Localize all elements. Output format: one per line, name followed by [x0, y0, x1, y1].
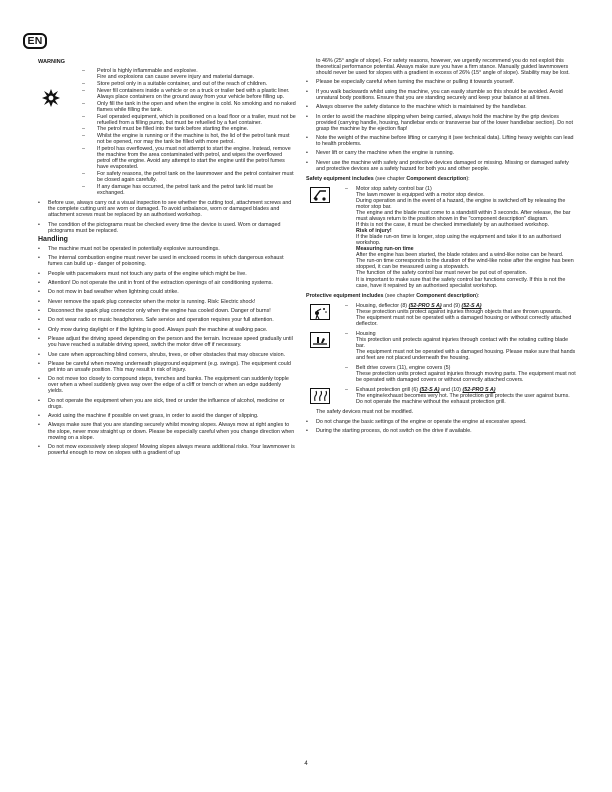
- motor-stop-title: – Motor stop safety control bar (1): [356, 185, 432, 192]
- risk-of-injury-heading: Risk of injury!: [356, 228, 392, 235]
- belt-covers-item: [342, 365, 578, 383]
- warning-item: – Whilst the engine is running or if the machine is hot, the lid of the petrol tank must not be opened, nor may the tank be filled with more petrol.: [75, 133, 296, 145]
- exhaust-title: – Exhaust protection grill (6) (52-S A) and (10) (52-PRO S A): [356, 387, 496, 394]
- warning-item: – Fuel operated equipment, which is positioned on a load floor or a trailer, must not be refuelled from a filling pump, but must be refuelled by a fuel container.: [75, 114, 296, 126]
- page-number: 4: [304, 761, 308, 767]
- deflector-item: [342, 303, 578, 327]
- exhaust-text: The engine/exhaust becomes very hot. The protection grill protects the user against burns. Do not operate the machine without the exhaust protection grill.: [356, 393, 570, 406]
- warning-item: – The petrol must be filled into the tank before starting the engine.: [75, 126, 296, 132]
- inspection-bullet: • The condition of the pictograms must be checked every time the device is used. Worn or damaged pictograms must be replaced.: [38, 222, 296, 234]
- handling-bullet: • In order to avoid the machine slipping when being carried, always hold the machine by the grip devices provided (carrying handle, housing, handlebar ends or transverse bar of the lower handlebar section). Do not grasp the machine by the ejection flap!: [306, 114, 578, 132]
- warning-item: – If petrol has overflowed, you must not attempt to start the engine. Instead, remove the machine from the area contaminated with petrol, and wipes the overflowed petrol off the engine. Avoid any attempt to start the engine until the petrol fumes have evaporated.: [75, 146, 296, 170]
- inspection-bullets: [38, 200, 296, 234]
- handling-bullet: • Only mow during daylight or if the lighting is good. Always push the machine at walking pace.: [38, 327, 296, 333]
- measuring-runon-heading: Measuring run-on time: [356, 246, 414, 253]
- warning-item: – Only fill the tank in the open and when the engine is cold. No smoking and no naked flames while filling the tank.: [75, 101, 296, 113]
- safety-bar-icon: [310, 187, 330, 203]
- handling-bullet: • Never remove the spark plug connector when the motor is running. Risk: Electric shock!: [38, 299, 296, 305]
- handling-bullet: • Please be careful when mowing underneath playground equipment (e.g. swings). The equipment could get into an unsafe position. This may result in risk of injury.: [38, 361, 296, 373]
- thrown-objects-icon: [310, 304, 330, 320]
- handling-bullet: • People with pacemakers must not touch any parts of the engine which might be live.: [38, 271, 296, 277]
- handling-heading: Handling: [38, 235, 68, 243]
- closing-bullet: • Do not change the basic settings of the engine or operate the engine at excessive speed.: [306, 419, 578, 425]
- closing-note: The safety devices must not be modified.: [316, 409, 414, 416]
- right-column: [306, 58, 578, 437]
- slope-continuation: to 46% (25° angle of slope). For safety reasons, however, we urgently recommend you do not exploit this theoretical performance potential. Always make sure you have a firm stance. Manually guided lawnmowers should never be used for slopes with a gradient in excess of 26% (15° angle of slope). Stability may be lost.: [316, 58, 570, 77]
- deflector-title: – Housing, deflector (8) (52-PRO S A) and (9) (52-S A): [356, 302, 482, 309]
- handling-bullet: • If you walk backwards whilst using the machine, you can easily stumble so this should be avoided. Avoid unnatural body positions. Ensure that you are standing securely and keep your balance at all times.: [306, 89, 578, 101]
- handling-bullet: • Attention! Do not operate the unit in front of the extraction openings of air conditioning systems.: [38, 280, 296, 286]
- handling-bullet: • Please be especially careful when turning the machine or pulling it towards yourself.: [306, 79, 578, 85]
- warning-item: – For safety reasons, the petrol tank on the lawnmower and the petrol container must be closed again carefully.: [75, 171, 296, 183]
- handling-bullet: • The machine must not be operated in potentially explosive surroundings.: [38, 246, 296, 252]
- hot-surface-icon: [310, 388, 330, 404]
- handling-bullet: • Do not mow in bad weather when lightning could strike.: [38, 289, 296, 295]
- handling-bullet: • Do not mow excessively steep slopes! Mowing slopes always means additional risks. Your lawnmower is powerful enough to mow on slopes with a gradient of up: [38, 444, 296, 456]
- housing-text: This protection unit protects against injuries through contact with the rotating cutting blade bar. The equipment must not be operated with a damaged housing. Please make sure that hands and feet are not placed underneath the housing.: [356, 336, 576, 362]
- motor-stop-section: [306, 186, 578, 289]
- exhaust-item: [342, 387, 578, 405]
- handling-bullet: • Use care when approaching blind corners, shrubs, trees, or other obstacles that may obscure vision.: [38, 352, 296, 358]
- warning-block: [38, 68, 296, 196]
- handling-bullet: • Disconnect the spark plug connector only when the engine has cooled down. Danger of burns!: [38, 308, 296, 314]
- deflector-text: These protection units protect against injuries through objects that are thrown upwards. The equipment must not be operated with a damaged housing or without correctly attached deflector.: [356, 308, 572, 327]
- explosion-hazard-icon: [41, 88, 61, 108]
- belt-covers-title: – Belt drive covers (11), engine covers (5): [356, 365, 451, 372]
- handling-bullet: • Do not operate the equipment when you are sick, tired or under the influence of alcohol, medicine or drugs.: [38, 398, 296, 410]
- closing-bullets: [306, 419, 578, 434]
- deflector-section: [306, 303, 578, 327]
- handling-bullet: • The internal combustion engine must never be used in enclosed rooms in which dangerous exhaust fumes can build up - danger of poisoning.: [38, 255, 296, 267]
- closing-bullet: • During the starting process, do not switch on the drive if available.: [306, 428, 578, 434]
- handling-bullet: • Never use the machine with safety and protective devices damaged or missing. Missing or damaged safety and protective devices are a safety hazard for both you and other people.: [306, 160, 578, 172]
- warning-item: – Never fill containers inside a vehicle or on a truck or trailer bed with a plastic liner. Always place containers on the ground away from your vehicle before filling up.: [75, 88, 296, 100]
- handling-bullet: • Do not move too closely to compound steps, trenches and banks. The equipment can suddenly topple over when a wheel suddenly gives way over the edge of a cliff or trench or when an edge suddenly yields.: [38, 376, 296, 394]
- warning-item: – Petrol is highly inflammable and explosive. Fire and explosions can cause severe injury and material damage.: [75, 68, 296, 80]
- handling-bullet: • Do not wear radio or music headphones. Safe service and operation requires your full attention.: [38, 317, 296, 323]
- hand-blade-icon: [310, 332, 330, 348]
- handling-bullet: • Note the weight of the machine before lifting or carrying it (see technical data). Lifting heavy weights can lead to health problems.: [306, 135, 578, 147]
- handling-bullet: • Always make sure that you are standing securely whilst mowing slopes. Always mow at right angles to the slope, never mow straight up or down. Please be especially careful when you change direction when mowing on a slope.: [38, 422, 296, 440]
- warning-heading: WARNING: [38, 59, 66, 65]
- handling-list: [38, 246, 296, 456]
- safety-equipment-heading: Safety equipment includes (see chapter Component description):: [306, 175, 470, 182]
- language-badge: EN: [23, 33, 47, 49]
- motor-stop-item: [342, 186, 578, 289]
- handling-bullet: • Never lift or carry the machine when the engine is running.: [306, 150, 578, 156]
- inspection-bullet: • Before use, always carry out a visual inspection to see whether the cutting tool, attachment screws and the complete cutting unit are worn or damaged. To avoid unbalance, worn or damaged blades and attachment screws must be replaced by an authorised workshop.: [38, 200, 296, 218]
- handling-bullets-continued: [306, 79, 578, 171]
- handling-bullet: • Please adjust the driving speed depending on the person and the terrain. Increase speed gradually until you have reached a suitable driving speed, switch the motor drive off if necessary.: [38, 336, 296, 348]
- measuring-runon-text: After the engine has been started, the blade rotates and a wind-like noise can be heard. The run-on time corresponds to the duration of the wind-like noise after the engine has been stopped, it can be measured using a stopwatch. The function of the safety control bar must never be put out of operation. It is important to make sure that the safety control bar functions correctly. If this is not the case, have it repaired by an authorised specialist workshop.: [356, 252, 574, 289]
- warning-item: – If any damage has occurred, the petrol tank and the petrol tank lid must be exchanged.: [75, 184, 296, 196]
- warning-item: – Store petrol only in a suitable container, and out of the reach of children.: [75, 81, 296, 87]
- left-column: [38, 59, 296, 459]
- housing-section: [306, 331, 578, 361]
- motor-stop-text: The lawn mower is equipped with a motor stop device. During operation and in the event of a hazard, the engine is switched off by releasing the motor stop bar. The engine and the blade must come to a standstill within 3 seconds. After release, the bar must always return to the position shown in the "component description" diagram. If this is not the case, it must be checked immediately by an authorised workshop.: [356, 191, 571, 229]
- handling-bullet: • Always observe the safety distance to the machine which is maintained by the handlebar.: [306, 104, 578, 110]
- warning-list: [75, 68, 296, 196]
- handling-bullet: • Avoid using the machine if possible on wet grass, in order to avoid the danger of slipping.: [38, 413, 296, 419]
- housing-item: [342, 331, 578, 361]
- risk-of-injury-text: If the blade run-on time is longer, stop using the equipment and take it to an authorised workshop.: [356, 234, 561, 247]
- exhaust-section: [306, 387, 578, 405]
- belt-covers-text: These protection units protect against injuries through moving parts. The equipment must not be operated with damaged covers or without correctly attached covers.: [356, 371, 576, 384]
- housing-title: – Housing: [356, 330, 376, 337]
- protective-equipment-heading: Protective equipment includes (see chapter Component description):: [306, 292, 480, 299]
- belt-covers-section: [306, 365, 578, 383]
